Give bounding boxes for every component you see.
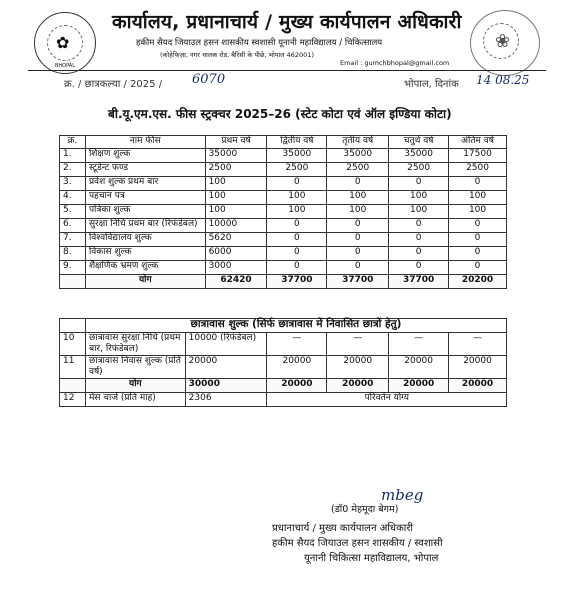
row-year1: 6000: [205, 247, 267, 261]
hostel-total-label: योग: [85, 379, 185, 393]
college-address: (कोहेफिज़ा, नगर चालक रोड, बैरिसी के पीछे, भोपाल 462001): [160, 51, 314, 59]
row-year3: 0: [327, 177, 389, 191]
table-row: [60, 261, 507, 275]
hostel-row-year4: —: [389, 333, 449, 356]
row-year5: 0: [449, 261, 507, 275]
row-fee-name: स्टूडेन्ट फण्ड: [85, 163, 205, 177]
college-name: हकीम सैयद जियाउल हसन शासकीय स्वशासी यूनानी महाविद्यालय / चिकित्सालय: [136, 38, 383, 48]
row-year3: 0: [327, 261, 389, 275]
row-year2: 100: [267, 205, 327, 219]
row-year1: 2500: [205, 163, 267, 177]
fees-total-value: 20200: [449, 275, 507, 289]
table-row: [60, 219, 507, 233]
row-sn: 8.: [60, 247, 86, 261]
table-row: [60, 247, 507, 261]
row-year1: 35000: [205, 149, 267, 163]
mess-label: मेस चार्ज (प्रति माह): [85, 393, 185, 407]
official-seal-right: [470, 10, 540, 76]
hostel-row: [60, 333, 507, 356]
fees-total-row: [60, 275, 507, 289]
row-year4: 0: [389, 261, 449, 275]
row-year3: 35000: [327, 149, 389, 163]
row-year4: 100: [389, 191, 449, 205]
signatory-institution-line2: यूनानी चिकित्सा महाविद्यालय, भोपाल: [304, 553, 439, 564]
col-header-fee-name: नाम फीस: [85, 136, 205, 149]
row-year4: 0: [389, 247, 449, 261]
row-year2: 35000: [267, 149, 327, 163]
college-emblem-icon: ✿: [56, 33, 70, 52]
row-fee-name: विश्वविद्यालय शुल्क: [85, 233, 205, 247]
row-sn: 3.: [60, 177, 86, 191]
col-header-year1: प्रथम वर्ष: [205, 136, 267, 149]
fees-total-value: 37700: [327, 275, 389, 289]
row-year1: 100: [205, 205, 267, 219]
hostel-fees-table: [59, 318, 507, 407]
table-row: [60, 191, 507, 205]
college-email: Email : gumchbhopal@gmail.com: [340, 59, 450, 67]
hostel-total-row: [60, 379, 507, 393]
hostel-row-name: छात्रावास निवास शुल्क (प्रति वर्ष): [85, 356, 185, 379]
row-sn: 6.: [60, 219, 86, 233]
row-year4: 100: [389, 205, 449, 219]
table-row: [60, 149, 507, 163]
row-year4: 2500: [389, 163, 449, 177]
col-header-year4: चतुर्थ वर्ष: [389, 136, 449, 149]
hostel-row-year5: 20000: [449, 356, 507, 379]
row-year3: 0: [327, 219, 389, 233]
hostel-row-year3: —: [327, 333, 389, 356]
row-year1: 10000: [205, 219, 267, 233]
row-sn: 4.: [60, 191, 86, 205]
hostel-total-year3: 20000: [327, 379, 389, 393]
col-header-year3: तृतीय वर्ष: [327, 136, 389, 149]
hostel-row-year2: —: [267, 333, 327, 356]
hostel-row-year3: 20000: [327, 356, 389, 379]
row-year4: 0: [389, 233, 449, 247]
document-heading: बी.यू.एम.एस. फीस स्ट्रक्चर 2025–26 (स्टेट कोटा एवं ऑल इण्डिया कोटा): [108, 107, 452, 121]
row-fee-name: शिक्षण शुल्क: [85, 149, 205, 163]
col-header-final-year: अंतिम वर्ष: [449, 136, 507, 149]
row-sn: 9.: [60, 261, 86, 275]
row-sn: 7.: [60, 233, 86, 247]
row-year5: 17500: [449, 149, 507, 163]
hostel-total-final: 20000: [449, 379, 507, 393]
row-year2: 2500: [267, 163, 327, 177]
hostel-row-year4: 20000: [389, 356, 449, 379]
row-year2: 0: [267, 177, 327, 191]
row-year2: 0: [267, 261, 327, 275]
row-year4: 35000: [389, 149, 449, 163]
row-sn: 5.: [60, 205, 86, 219]
row-year5: 0: [449, 219, 507, 233]
fees-structure-table: [59, 135, 507, 289]
fees-header-row: [60, 136, 507, 149]
hostel-row-sn: 10: [60, 333, 86, 356]
reference-label: क्र. / छात्रकल्या / 2025 /: [64, 79, 163, 90]
hostel-heading: छात्रावास शुल्क (सिर्फ छात्रावास में निवासित छात्रों हेतु): [85, 319, 506, 333]
college-logo-left: [34, 12, 96, 74]
row-year5: 100: [449, 205, 507, 219]
official-seal-icon: ❀: [495, 31, 511, 52]
reference-number: 6070: [192, 72, 226, 87]
row-fee-name: शैक्षणिक भ्रमण शुल्क: [85, 261, 205, 275]
row-year1: 5620: [205, 233, 267, 247]
col-header-sn: क्र.: [60, 136, 86, 149]
row-year3: 100: [327, 205, 389, 219]
row-fee-name: सुरक्षा निधि प्रथम बार (रिफंडेबल): [85, 219, 205, 233]
row-year3: 2500: [327, 163, 389, 177]
table-row: [60, 233, 507, 247]
table-row: [60, 163, 507, 177]
date-label: भोपाल, दिनांक: [404, 79, 459, 90]
hostel-row-year1: 20000: [185, 356, 267, 379]
row-year1: 3000: [205, 261, 267, 275]
office-title: कार्यालय, प्रधानाचार्य / मुख्य कार्यपालन अधिकारी: [112, 11, 462, 33]
header-divider: [28, 70, 546, 71]
hostel-row: [60, 356, 507, 379]
row-year5: 0: [449, 177, 507, 191]
fees-total-value: 37700: [267, 275, 327, 289]
row-year3: 0: [327, 247, 389, 261]
row-sn: 1.: [60, 149, 86, 163]
hostel-heading-row: [60, 319, 507, 333]
hostel-total-year4: 20000: [389, 379, 449, 393]
signatory-institution-line1: हकीम सैयद जियाउल हसन शासकीय / स्वशासी: [272, 538, 443, 549]
mess-value: 2306: [185, 393, 267, 407]
date-value: 14 08.25: [476, 73, 530, 87]
row-fee-name: पहचान पत्र: [85, 191, 205, 205]
hostel-total-year2: 20000: [267, 379, 327, 393]
row-year1: 100: [205, 191, 267, 205]
hostel-row-year1: 10000 (रिफंडेबल): [185, 333, 267, 356]
row-year5: 2500: [449, 163, 507, 177]
hostel-row-name: छात्रावास सुरक्षा निधि (प्रथम बार, रिफंडेबल): [85, 333, 185, 356]
row-year2: 100: [267, 191, 327, 205]
hostel-row-year2: 20000: [267, 356, 327, 379]
row-year2: 0: [267, 247, 327, 261]
row-year5: 0: [449, 247, 507, 261]
fees-total-label: योग: [85, 275, 205, 289]
hostel-row-sn: 11: [60, 356, 86, 379]
row-year4: 0: [389, 219, 449, 233]
col-header-year2: द्वितीय वर्ष: [267, 136, 327, 149]
signatory-name: (डॉ0 मेहमूदा बेगम): [331, 504, 399, 515]
mess-charge-row: [60, 393, 507, 407]
row-fee-name: विकास शुल्क: [85, 247, 205, 261]
table-row: [60, 205, 507, 219]
row-fee-name: पत्रिका शुल्क: [85, 205, 205, 219]
logo-left-text: BHOPAL: [54, 63, 76, 69]
hostel-row-year5: —: [449, 333, 507, 356]
table-row: [60, 177, 507, 191]
row-fee-name: प्रवेश शुल्क प्रथम बार: [85, 177, 205, 191]
fees-total-value: 62420: [205, 275, 267, 289]
signatory-designation: प्रधानाचार्य / मुख्य कार्यपालन अधिकारी: [272, 523, 414, 534]
principal-signature: mbeg: [381, 486, 424, 504]
row-year3: 100: [327, 191, 389, 205]
row-year4: 0: [389, 177, 449, 191]
row-year2: 0: [267, 233, 327, 247]
mess-note: परिवर्तन योग्य: [267, 393, 507, 407]
mess-sn: 12: [60, 393, 86, 407]
hostel-total-year1: 30000: [185, 379, 267, 393]
row-year3: 0: [327, 233, 389, 247]
row-year5: 0: [449, 233, 507, 247]
row-year2: 0: [267, 219, 327, 233]
fees-total-value: 37700: [389, 275, 449, 289]
row-year5: 100: [449, 191, 507, 205]
row-sn: 2.: [60, 163, 86, 177]
row-year1: 100: [205, 177, 267, 191]
